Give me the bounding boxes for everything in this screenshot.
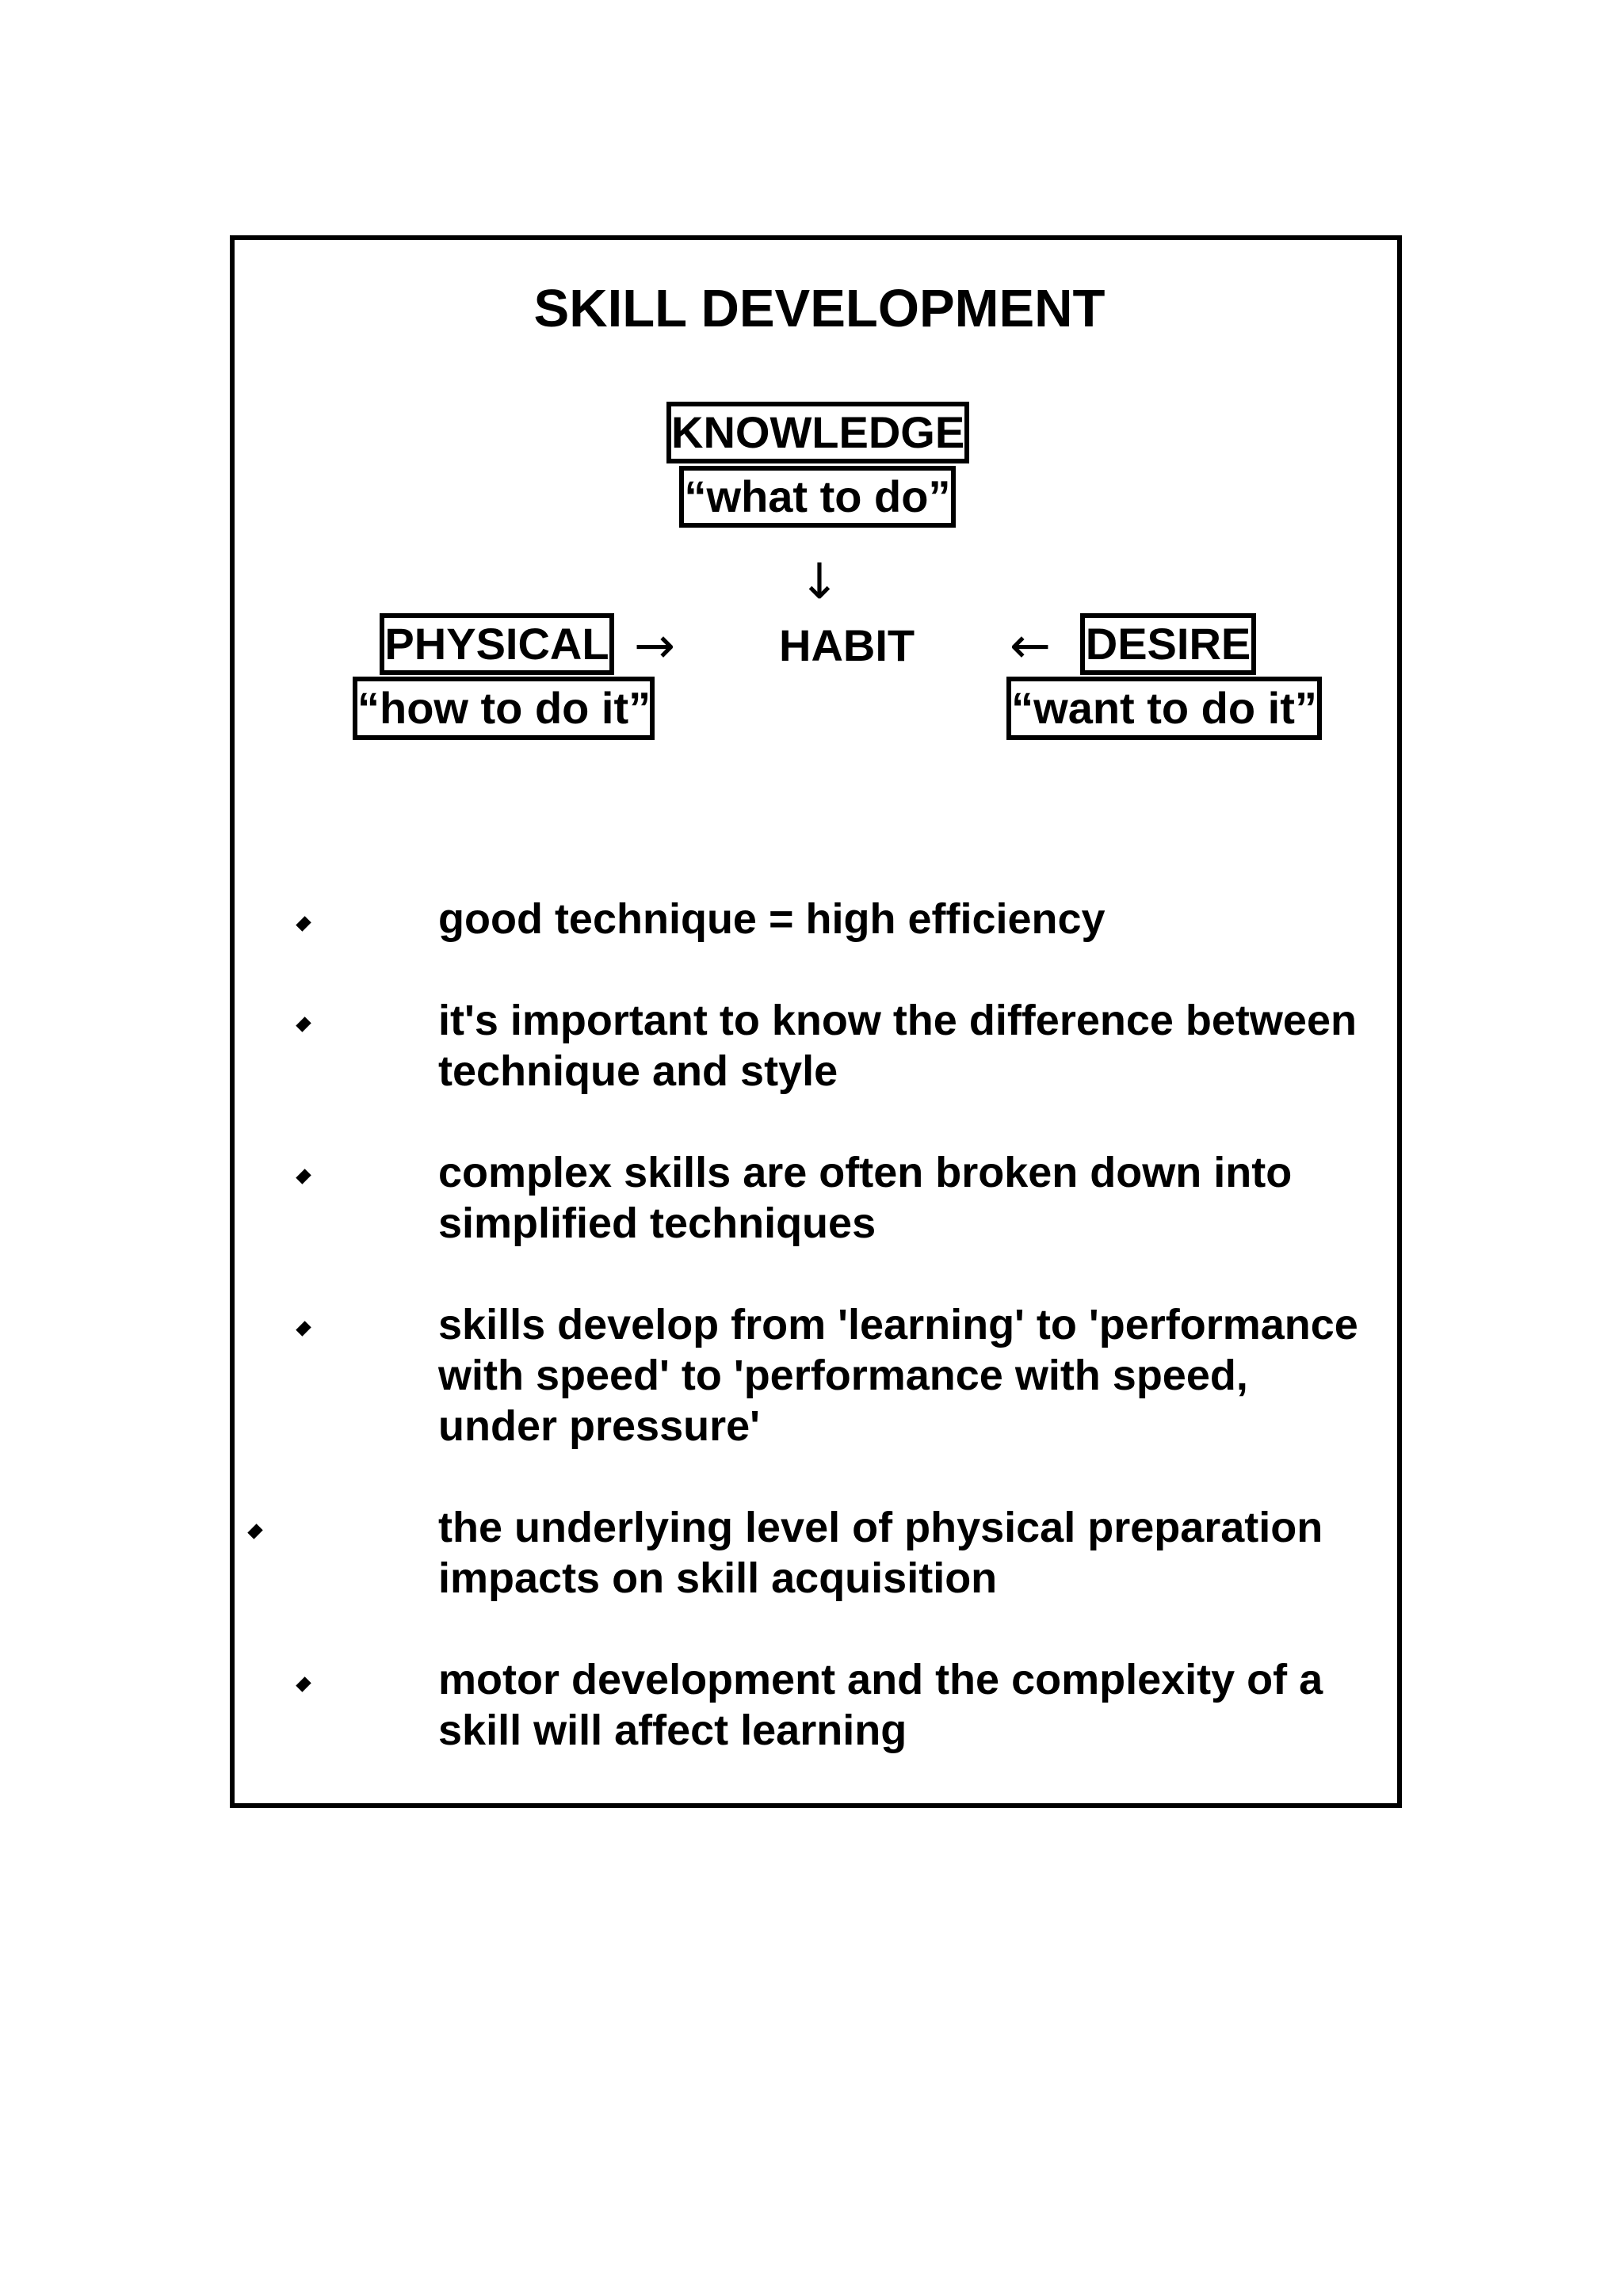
down-arrow-icon: ↓ (799, 552, 840, 610)
right-arrow-icon: → (634, 616, 675, 674)
bullet-text: motor development and the complexity of a skill will affect learning (438, 1656, 1323, 1754)
desire-note-box: “want to do it” (1006, 677, 1322, 740)
habit-label: HABIT (779, 620, 915, 670)
physical-box: PHYSICAL (380, 613, 614, 675)
bullet-text: skills develop from 'learning' to 'performance with speed' to 'performance with speed, under pressure' (438, 1301, 1358, 1450)
knowledge-box: KNOWLEDGE (666, 402, 969, 463)
bullet-text: the underlying level of physical preparation impacts on skill acquisition (438, 1504, 1323, 1602)
bullet-text: good technique = high efficiency (438, 895, 1106, 943)
knowledge-note-box: “what to do” (679, 466, 956, 528)
physical-note-box: “how to do it” (353, 677, 655, 740)
desire-box: DESIRE (1080, 613, 1256, 675)
left-arrow-icon: ← (1010, 616, 1051, 674)
bullet-text: it's important to know the difference between technique and style (438, 997, 1357, 1095)
page-title: SKILL DEVELOPMENT (533, 279, 1106, 338)
bullet-text: complex skills are often broken down into simplified techniques (438, 1149, 1293, 1247)
